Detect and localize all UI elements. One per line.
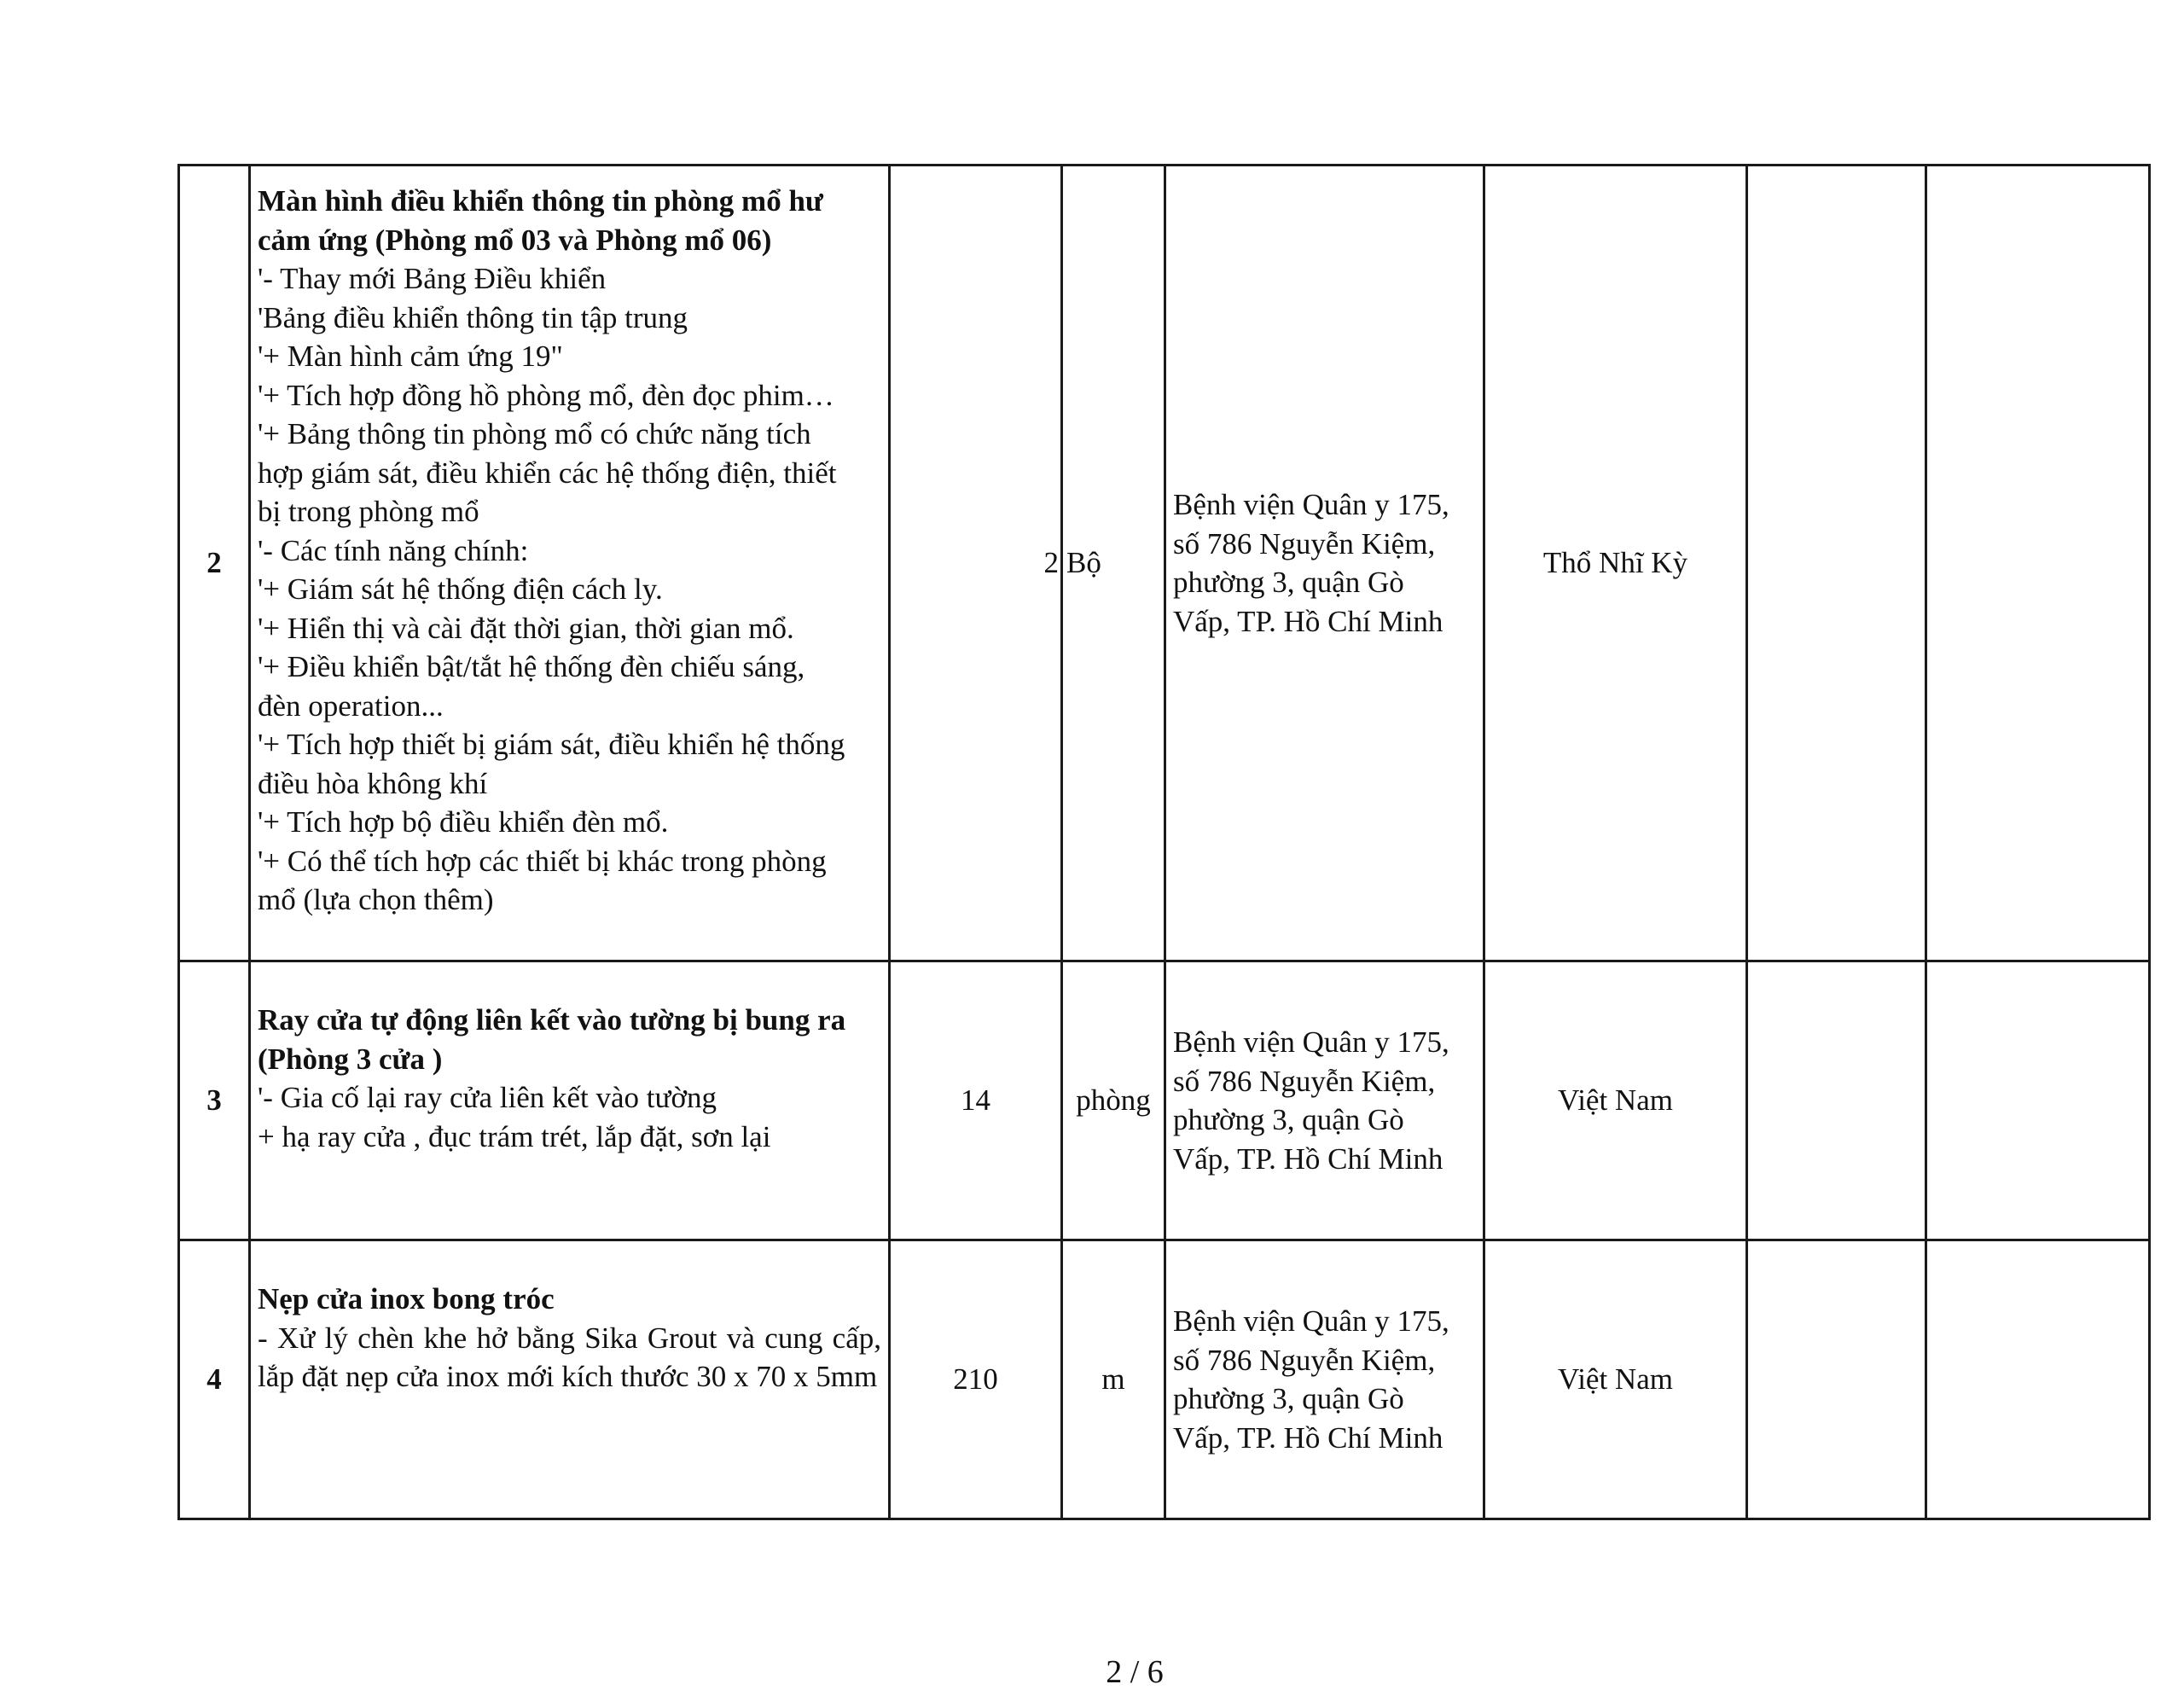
origin-cell: Thổ Nhĩ Kỳ: [1484, 166, 1747, 961]
address-line: Vấp, TP. Hồ Chí Minh: [1173, 604, 1443, 638]
item-title: [258, 182, 881, 259]
address-line: số 786 Nguyễn Kiệm,: [1173, 526, 1436, 560]
unit-cell: m: [1062, 1240, 1165, 1519]
table-row: [179, 961, 2150, 1240]
empty-cell: [1747, 1240, 1926, 1519]
title-line: (Phòng 3 cửa ): [258, 1042, 443, 1076]
description-line: '- Gia cố lại ray cửa liên kết vào tường: [258, 1081, 717, 1114]
origin-cell: Việt Nam: [1484, 961, 1747, 1240]
address-line: phường 3, quận Gò: [1173, 1382, 1404, 1415]
description-line: '+ Tích hợp thiết bị giám sát, điều khiển hệ thống: [258, 728, 845, 761]
empty-cell: [1747, 166, 1926, 961]
address-line: Bệnh viện Quân y 175,: [1173, 488, 1449, 521]
item-title: [258, 1001, 881, 1078]
address-cell: [1165, 961, 1484, 1240]
row-number-cell: 3: [179, 961, 250, 1240]
description-line: '- Thay mới Bảng Điều khiển: [258, 262, 607, 295]
description-line: mổ (lựa chọn thêm): [258, 883, 494, 916]
unit-cell: Bộ: [1062, 166, 1165, 961]
description-line: đèn operation...: [258, 688, 444, 723]
empty-cell: [1926, 166, 2150, 961]
description-line: điều hòa không khí: [258, 766, 488, 800]
address-cell: [1165, 166, 1484, 961]
address-line: Vấp, TP. Hồ Chí Minh: [1173, 1141, 1443, 1176]
row-number-cell: 2: [179, 166, 250, 961]
quantity-cell: 2: [890, 166, 1062, 961]
description-line: + hạ ray cửa , đục trám trét, lắp đặt, sơn lại: [258, 1119, 771, 1153]
title-line: Nẹp cửa inox bong tróc: [258, 1282, 555, 1315]
description-line: '+ Màn hình cảm ứng 19": [258, 340, 563, 373]
description-line: hợp giám sát, điều khiển các hệ thống điện, thiết: [258, 456, 837, 490]
title-line: cảm ứng (Phòng mổ 03 và Phòng mổ 06): [258, 223, 772, 257]
row-number-cell: 4: [179, 1240, 250, 1519]
address-line: số 786 Nguyễn Kiệm,: [1173, 1343, 1436, 1377]
address-line: phường 3, quận Gò: [1173, 566, 1404, 599]
description-line: '+ Bảng thông tin phòng mổ có chức năng tích: [258, 417, 811, 450]
title-line: Ray cửa tự động liên kết vào tường bị bung ra: [258, 1003, 846, 1037]
description-line: '+ Tích hợp đồng hồ phòng mổ, đèn đọc phim…: [258, 378, 834, 412]
description-line: '+ Hiển thị và cài đặt thời gian, thời gian mổ.: [258, 611, 794, 645]
description-line: bị trong phòng mổ: [258, 495, 479, 528]
address-line: Bệnh viện Quân y 175,: [1173, 1025, 1449, 1059]
table-row: [179, 1240, 2150, 1519]
page-number: 2 / 6: [1106, 1654, 1164, 1690]
origin-cell: Việt Nam: [1484, 1240, 1747, 1519]
description-line: 'Bảng điều khiển thông tin tập trung: [258, 300, 688, 334]
address-cell: [1165, 1240, 1484, 1519]
description-cell: [250, 166, 890, 961]
items-table: [177, 164, 2151, 1520]
item-title: [258, 1280, 881, 1319]
description-line: '+ Có thể tích hợp các thiết bị khác trong phòng: [258, 844, 827, 878]
address-line: số 786 Nguyễn Kiệm,: [1173, 1064, 1436, 1098]
description-line: '+ Điều khiển bật/tắt hệ thống đèn chiếu sáng,: [258, 650, 805, 683]
description-cell: [250, 961, 890, 1240]
title-line: Màn hình điều khiển thông tin phòng mổ hư: [258, 184, 823, 218]
empty-cell: [1926, 961, 2150, 1240]
address-line: phường 3, quận Gò: [1173, 1103, 1404, 1136]
description-cell: [250, 1240, 890, 1519]
address-line: Vấp, TP. Hồ Chí Minh: [1173, 1420, 1443, 1455]
quantity-cell: 14: [890, 961, 1062, 1240]
description-line: '- Các tính năng chính:: [258, 533, 529, 567]
description-line: '+ Tích hợp bộ điều khiển đèn mổ.: [258, 805, 669, 839]
unit-cell: phòng: [1062, 961, 1165, 1240]
description-paragraph: - Xử lý chèn khe hở bằng Sika Grout và cung cấp, lắp đặt nẹp cửa inox mới kích thước 30 x 70 x 5mm: [258, 1321, 881, 1393]
description-line: '+ Giám sát hệ thống điện cách ly.: [258, 572, 663, 606]
empty-cell: [1926, 1240, 2150, 1519]
table-row: [179, 166, 2150, 961]
empty-cell: [1747, 961, 1926, 1240]
address-line: Bệnh viện Quân y 175,: [1173, 1304, 1449, 1338]
quantity-cell: 210: [890, 1240, 1062, 1519]
